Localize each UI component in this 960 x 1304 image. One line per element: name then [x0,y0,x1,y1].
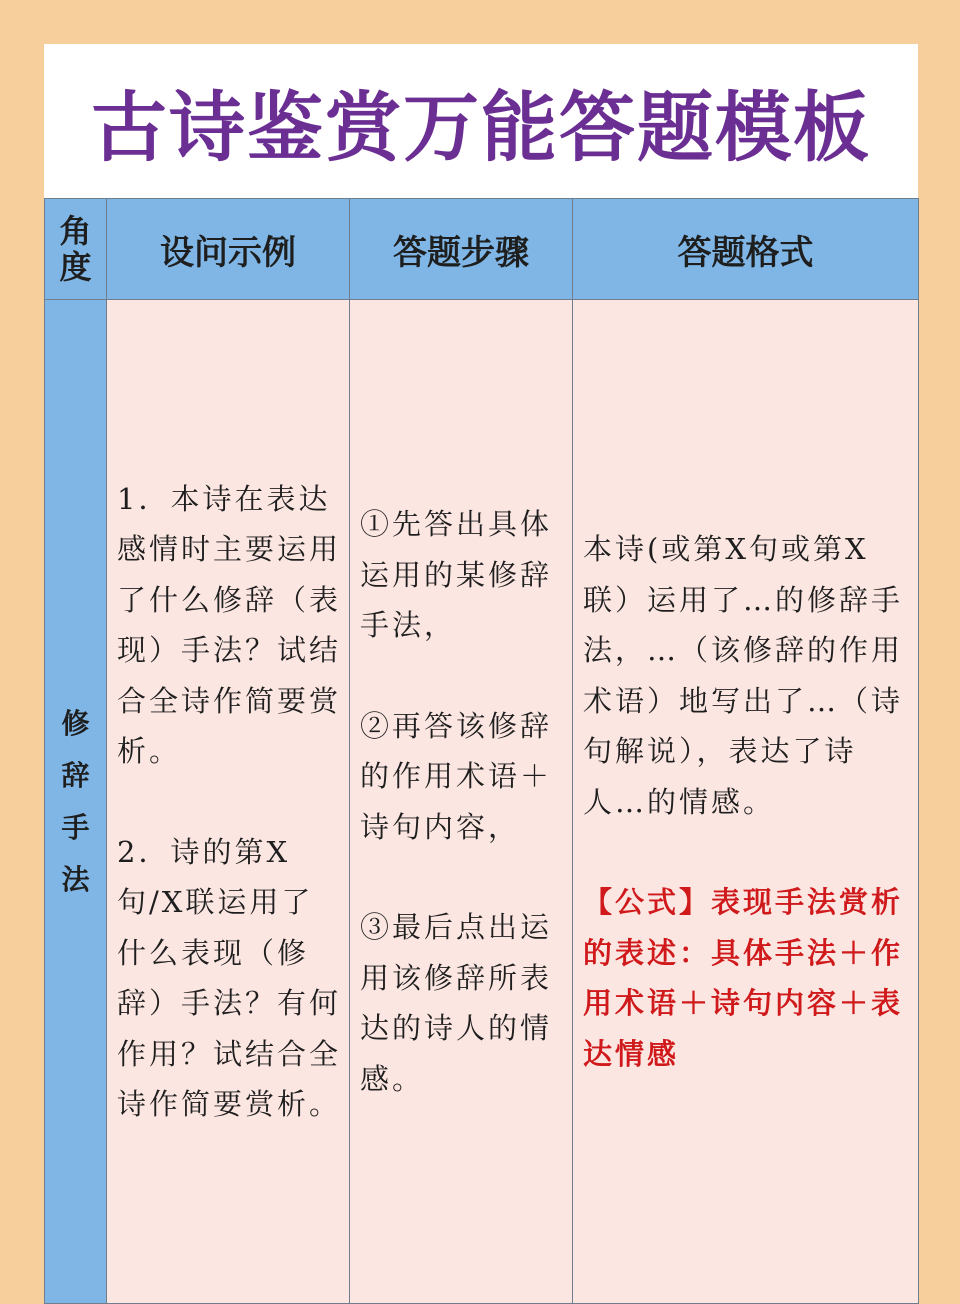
answer-template-table [44,198,919,1304]
header-steps: 答题步骤 [350,199,573,300]
header-angle: 角度 [45,199,107,300]
table-row [45,300,919,1304]
row-angle-label: 修辞手法 [61,706,90,896]
format-text: 本诗(或第X句或第X联）运用了…的修辞手法，…（该修辞的作用术语）地写出了…（诗句解说），表达了诗人…的情感。 [583,532,904,819]
header-format: 答题格式 [573,199,919,300]
format-cell [573,300,919,1304]
formula-text: 【公式】表现手法赏析的表述：具体手法＋作用术语＋诗句内容＋表达情感 [583,885,904,1071]
step-2: ②再答该修辞的作用术语＋诗句内容， [360,708,553,844]
template-card [44,44,918,1304]
example-question-1: 1．本诗在表达感情时主要运用了什么修辞（表现）手法？试结合全诗作简要赏析。 [117,481,342,768]
step-3: ③最后点出运用该修辞所表达的诗人的情感。 [360,910,553,1096]
example-question-2: 2．诗的第X句/X联运用了什么表现（修辞）手法？有何作用？试结合全诗作简要赏析。 [117,834,342,1121]
row-angle-cell [45,300,107,1304]
step-1: ①先答出具体运用的某修辞手法， [360,507,553,642]
steps-cell [350,300,573,1304]
header-example: 设问示例 [107,199,350,300]
example-cell [107,300,350,1304]
table-header-row [45,199,919,300]
page-title: 古诗鉴赏万能答题模板 [91,82,871,172]
